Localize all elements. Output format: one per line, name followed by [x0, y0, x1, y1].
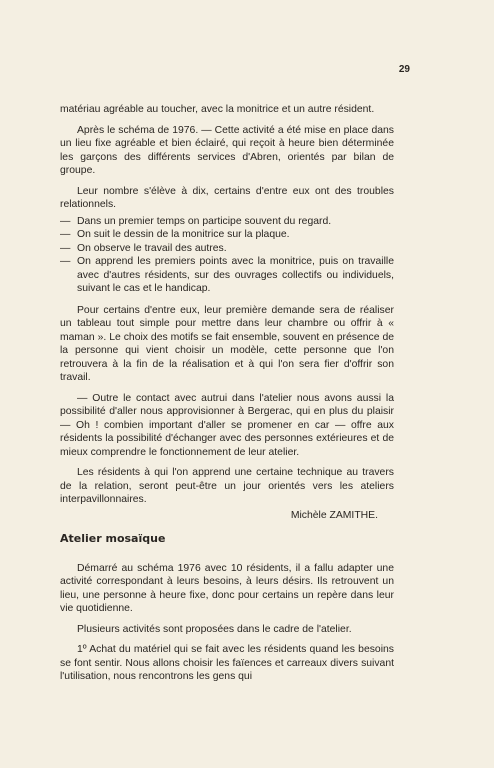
page-body — [60, 103, 394, 691]
list-item — [60, 228, 394, 242]
dash-marker: — — [60, 215, 71, 227]
list-item — [60, 242, 394, 256]
dash-list — [60, 215, 394, 296]
paragraph: Après le schéma de 1976. — Cette activité a été mise en place dans un lieu fixe agréable et bien éclairé, qui reçoit à heure bien déterminée les garçons des différents services d'Abren, orientés par bilan de groupe. — [60, 124, 394, 176]
list-item-text: On suit le dessin de la monitrice sur la plaque. — [77, 229, 290, 240]
signature: Michèle ZAMITHE. — [290, 509, 378, 521]
list-item — [60, 255, 394, 296]
dash-marker: — — [60, 256, 71, 267]
paragraph: matériau agréable au toucher, avec la monitrice et un autre résident. — [60, 104, 375, 115]
page-number: 29 — [398, 64, 410, 75]
list-item-text: Dans un premier temps on participe souvent du regard. — [77, 215, 332, 227]
paragraph: Leur nombre s'élève à dix, certains d'entre eux ont des troubles relationnels. — [60, 185, 394, 210]
paragraph: Plusieurs activités sont proposées dans le cadre de l'atelier. — [77, 623, 352, 635]
section-title: Atelier mosaïque — [60, 532, 166, 545]
list-item — [60, 215, 394, 229]
paragraph: 1º Achat du matériel qui se fait avec les résidents quand les besoins se font sentir. Nous allons choisir les faïences et carreaux divers suivant l'utilisation, nous rencontrons les gens qui — [60, 644, 394, 682]
dash-marker: — — [60, 242, 71, 254]
paragraph: Démarré au schéma 1976 avec 10 résidents, il a fallu adapter une activité correspondant à leurs besoins, à leurs désirs. Ils retrouvent un lieu, une personne à heure fixe, donc pour certains un repère dans leur vie quotidienne. — [60, 562, 394, 614]
list-item-text: On observe le travail des autres. — [77, 242, 227, 254]
paragraph: Les résidents à qui l'on apprend une certaine technique au travers de la relation, seront peut-être un jour orientés vers les ateliers interpavillonnaires. — [60, 467, 394, 505]
paragraph: — Outre le contact avec autrui dans l'atelier nous avons aussi la possibilité d'aller nous approvisionner à Bergerac, qui en plus du plaisir — Oh ! combien important d'aller se promener en car — offre aux résidents la possibilité d'échanger avec des personnes extérieures et de mieux comprendre le fonctionnement de leur atelier. — [60, 392, 394, 458]
paragraph: Pour certains d'entre eux, leur première demande sera de réaliser un tableau tout simple pour mettre dans leur chambre ou offrir à « maman ». Le choix des motifs se fait ensemble, souvent en présence de la personne qui vient choisir un modèle, cette personne que l'on retrouvera à la fin de la réalisation et à qui l'on sera fier d'offrir son travail. — [60, 304, 394, 383]
list-item-text: On apprend les premiers points avec la monitrice, puis on travaille avec d'autres résidents, sur des ouvrages collectifs ou individuels, suivant le cas et le handicap. — [77, 256, 394, 294]
dash-marker: — — [60, 229, 71, 240]
